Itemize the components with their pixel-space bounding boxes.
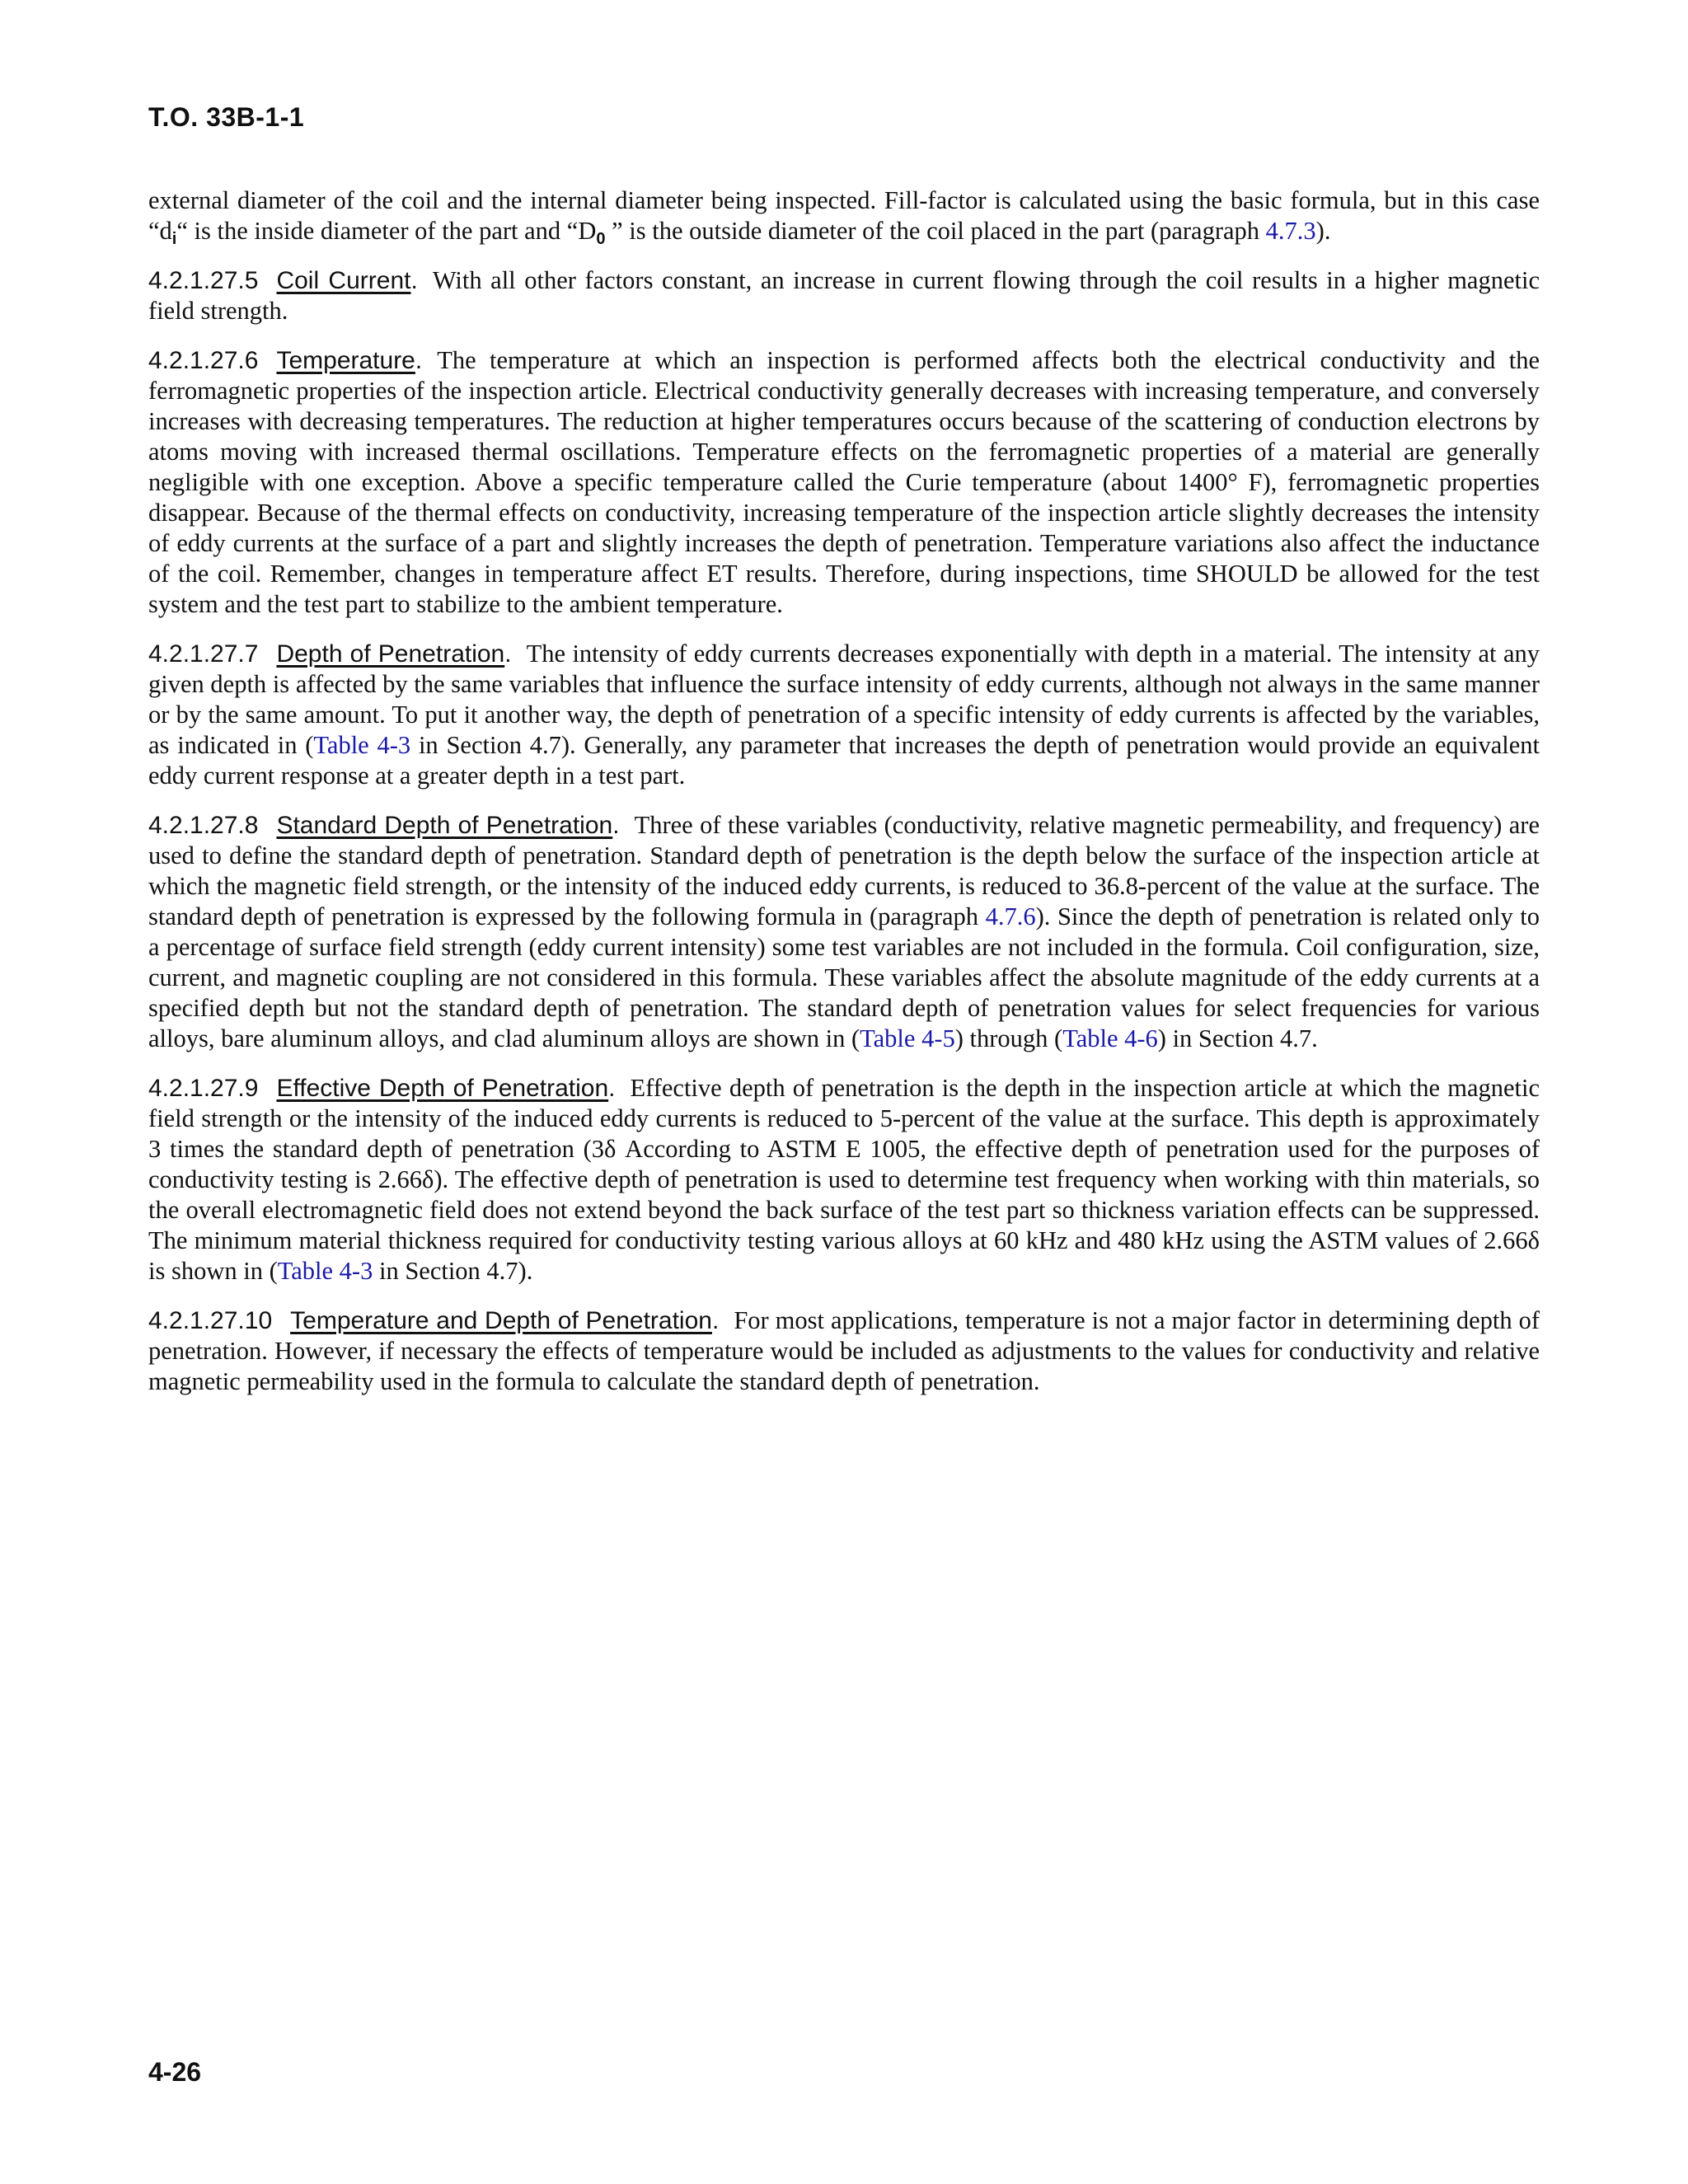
intro-text-3: ” is the outside diameter of the coil placed in the part (paragraph: [605, 217, 1266, 245]
section-body-b: ). Since the depth of penetration is related only to a percentage of surface field strength (eddy current intensity) some test variables are not included in the formula. Coil configuration, size, current, and magnetic coupling are not considered in this formula. These variables affect the absolute magnitude of the eddy currents at a specified depth but not the standard depth of penetration. The standard depth of penetration values for select frequencies for various alloys, bare aluminum alloys, and clad aluminum alloys are shown in (: [148, 902, 1540, 1052]
section-coil-current: 4.2.1.27.5 Coil Current. With all other factors constant, an increase in current flowing through the coil results in a higher magnetic field strength.: [148, 266, 1540, 325]
section-body: The temperature at which an inspection is performed affects both the electrical conductivity and the ferromagnetic properties of the inspection article. Electrical conductivity generally decreases with increasing temperature, and conversely increases with decreasing temperatures. The reduction at higher temperatures occurs because of the scattering of conduction electrons by atoms moving with increased thermal oscillations. Temperature effects on the ferromagnetic properties of a material are generally negligible with one exception. Above a specific temperature called the Curie temperature (about 1400° F), ferromagnetic properties disappear. Because of the thermal effects on conductivity, increasing temperature of the inspection article slightly decreases the intensity of eddy currents at the surface of a part and slightly increases the depth of penetration. Temperature variations also affect the inductance of the coil. Remember, changes in temperature affect ET results. Therefore, during inspections, time SHOULD be allowed for the test system and the test part to stabilize to the ambient temperature.: [148, 346, 1540, 618]
section-title: Effective Depth of Penetration: [276, 1075, 609, 1102]
section-body-b: in Section 4.7). Generally, any parameter that increases the depth of penetration would provide an equivalent eddy current response at a greater depth in a test part.: [148, 731, 1540, 790]
section-body-a: Three of these variables (conductivity, relative magnetic permeability, and frequency) are used to define the standard depth of penetration. Standard depth of penetration is the depth below the surface of the inspection article at which the magnetic field strength, or the intensity of the induced eddy currents, is reduced to 36.8-percent of the value at the surface. The standard depth of penetration is expressed by the following formula in (paragraph: [148, 811, 1540, 930]
section-title: Depth of Penetration: [276, 640, 505, 668]
section-title: Coil Current: [276, 267, 411, 294]
section-body-c: ) through (: [954, 1024, 1063, 1052]
section-body-a: The intensity of eddy currents decreases exponentially with depth in a material. The intensity at any given depth is affected by the same variables that influence the surface intensity of eddy currents, although not always in the same manner or by the same amount. To put it another way, the depth of penetration of a specific intensity of eddy currents is affected by the variables, as indicated in (: [148, 640, 1540, 759]
intro-subscript-0: 0: [596, 230, 606, 248]
table-link-4-3[interactable]: Table 4-3: [277, 1257, 373, 1285]
section-effective-depth: 4.2.1.27.9 Effective Depth of Penetration. Effective depth of penetration is the depth in the inspection article at which the magnetic field strength or the intensity of the induced eddy currents is reduced to 5-percent of the value at the surface. This depth is approximately 3 times the standard depth of penetration (3δ According to ASTM E 1005, the effective depth of penetration used for the purposes of conductivity testing is 2.66δ). The effective depth of penetration is used to determine test frequency when working with thin materials, so the overall electromagnetic field does not extend beyond the back surface of the test part so thickness variation effects can be suppressed. The minimum material thickness required for conductivity testing various alloys at 60 kHz and 480 kHz using the ASTM values of 2.66δ is shown in (Table 4-3 in Section 4.7).: [148, 1074, 1540, 1285]
intro-text-1: external diameter of the coil and the internal diameter being inspected. Fill-factor is calculated using the basic formula, but in this case “d: [148, 186, 1540, 245]
section-body-b: in Section 4.7).: [373, 1257, 533, 1285]
page-number-footer: 4-26: [148, 2057, 202, 2087]
section-standard-depth: 4.2.1.27.8 Standard Depth of Penetration. Three of these variables (conductivity, relative magnetic permeability, and frequency) are used to define the standard depth of penetration. Standard depth of penetration is the depth below the surface of the inspection article at which the magnetic field strength, or the intensity of the induced eddy currents, is reduced to 36.8-percent of the value at the surface. The standard depth of penetration is expressed by the following formula in (paragraph 4.7.6). Since the depth of penetration is related only to a percentage of surface field strength (eddy current intensity) some test variables are not included in the formula. Coil configuration, size, current, and magnetic coupling are not considered in this formula. These variables affect the absolute magnitude of the eddy currents at a specified depth but not the standard depth of penetration. The standard depth of penetration values for select frequencies for various alloys, bare aluminum alloys, and clad aluminum alloys are shown in (Table 4-5) through (Table 4-6) in Section 4.7.: [148, 811, 1540, 1052]
paragraph-link-4-7-3[interactable]: 4.7.3: [1265, 217, 1316, 245]
table-link-4-3[interactable]: Table 4-3: [313, 731, 411, 759]
section-body: For most applications, temperature is not a major factor in determining depth of penetration. However, if necessary the effects of temperature would be included as adjustments to the values for conductivity and relative magnetic permeability used in the formula to calculate the standard depth of penetration.: [148, 1306, 1540, 1395]
intro-text-2: “ is the inside diameter of the part and “D: [176, 217, 597, 245]
table-link-4-6[interactable]: Table 4-6: [1062, 1024, 1158, 1052]
section-number: 4.2.1.27.5: [148, 267, 259, 294]
section-depth-of-penetration: 4.2.1.27.7 Depth of Penetration. The intensity of eddy currents decreases exponentially with depth in a material. The intensity at any given depth is affected by the same variables that influence the surface intensity of eddy currents, although not always in the same manner or by the same amount. To put it another way, the depth of penetration of a specific intensity of eddy currents is affected by the variables, as indicated in (Table 4-3 in Section 4.7). Generally, any parameter that increases the depth of penetration would provide an equivalent eddy current response at a greater depth in a test part.: [148, 640, 1540, 790]
section-title: Standard Depth of Penetration: [276, 812, 613, 839]
section-number: 4.2.1.27.10: [148, 1307, 273, 1334]
section-number: 4.2.1.27.8: [148, 812, 259, 839]
section-number: 4.2.1.27.7: [148, 640, 259, 668]
document-id-header: T.O. 33B-1-1: [148, 102, 305, 132]
section-body-d: ) in Section 4.7.: [1157, 1024, 1318, 1052]
intro-paragraph: [148, 185, 1540, 246]
section-title: Temperature: [276, 347, 415, 374]
section-title: Temperature and Depth of Penetration: [290, 1307, 712, 1334]
section-temperature-and-depth: 4.2.1.27.10 Temperature and Depth of Penetration. For most applications, temperature is not a major factor in determining depth of penetration. However, if necessary the effects of temperature would be included as adjustments to the values for conductivity and relative magnetic permeability used in the formula to calculate the standard depth of penetration.: [148, 1306, 1540, 1395]
page-content: [148, 185, 1540, 1416]
intro-text-4: ).: [1315, 217, 1331, 245]
intro-subscript-i: i: [171, 230, 177, 248]
section-number: 4.2.1.27.6: [148, 347, 259, 374]
section-body: With all other factors constant, an increase in current flowing through the coil results in a higher magnetic field strength.: [148, 266, 1540, 325]
paragraph-link-4-7-6[interactable]: 4.7.6: [985, 902, 1036, 930]
section-temperature: 4.2.1.27.6 Temperature. The temperature at which an inspection is performed affects both the electrical conductivity and the ferromagnetic properties of the inspection article. Electrical conductivity generally decreases with increasing temperature, and conversely increases with decreasing temperatures. The reduction at higher temperatures occurs because of the scattering of conduction electrons by atoms moving with increased thermal oscillations. Temperature effects on the ferromagnetic properties of a material are generally negligible with one exception. Above a specific temperature called the Curie temperature (about 1400° F), ferromagnetic properties disappear. Because of the thermal effects on conductivity, increasing temperature of the inspection article slightly decreases the intensity of eddy currents at the surface of a part and slightly increases the depth of penetration. Temperature variations also affect the inductance of the coil. Remember, changes in temperature affect ET results. Therefore, during inspections, time SHOULD be allowed for the test system and the test part to stabilize to the ambient temperature.: [148, 346, 1540, 618]
section-number: 4.2.1.27.9: [148, 1075, 259, 1102]
section-body-a: Effective depth of penetration is the depth in the inspection article at which the magnetic field strength or the intensity of the induced eddy currents is reduced to 5-percent of the value at the surface. This depth is approximately 3 times the standard depth of penetration (3δ According to ASTM E 1005, the effective depth of penetration used for the purposes of conductivity testing is 2.66δ). The effective depth of penetration is used to determine test frequency when working with thin materials, so the overall electromagnetic field does not extend beyond the back surface of the test part so thickness variation effects can be suppressed. The minimum material thickness required for conductivity testing various alloys at 60 kHz and 480 kHz using the ASTM values of 2.66δ is shown in (: [148, 1074, 1540, 1285]
table-link-4-5[interactable]: Table 4-5: [860, 1024, 955, 1052]
